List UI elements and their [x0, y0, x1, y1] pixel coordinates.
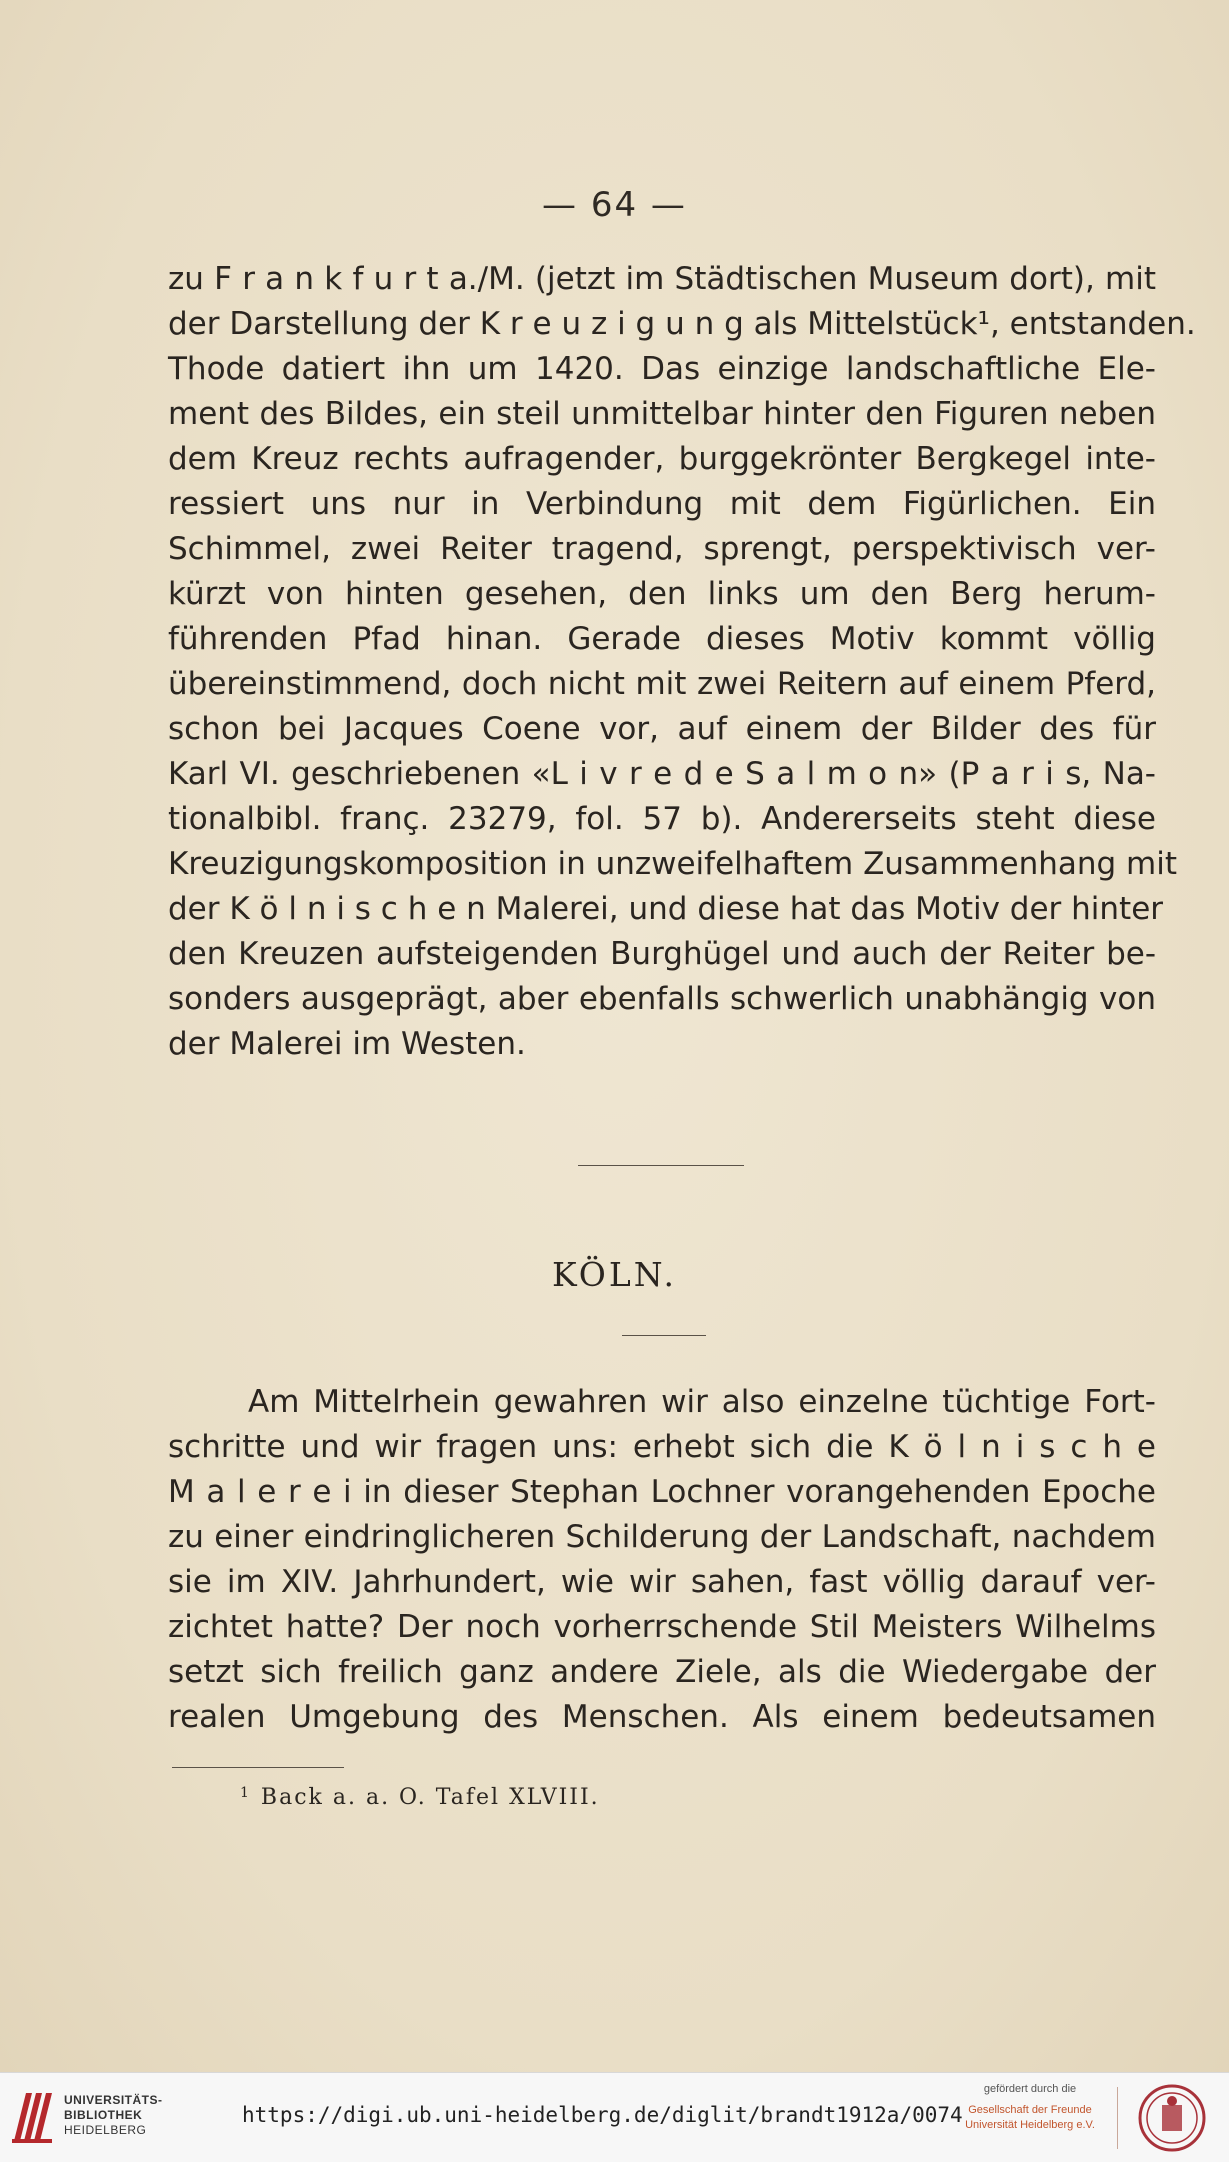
text-line: sie im XIV. Jahrhundert, wie wir sahen, fast völlig darauf ver-: [168, 1564, 1156, 1600]
text-line: ment des Bildes, ein steil unmittelbar hinter den Figuren neben: [168, 396, 1156, 432]
body-paragraph-2: [168, 1380, 1156, 1740]
text-line: Thode datiert ihn um 1420. Das einzige landschaftliche Ele-: [168, 351, 1156, 387]
footnote: [240, 1785, 600, 1810]
sponsor-org-line[interactable]: Universität Heidelberg e.V.: [965, 2119, 1095, 2131]
text-line: zu F r a n k f u r t a./M. (jetzt im Städtischen Museum dort), mit: [168, 261, 1156, 297]
body-paragraph-1: [168, 257, 1196, 1067]
library-name-line: HEIDELBERG: [64, 2123, 147, 2137]
text-line: setzt sich freilich ganz andere Ziele, als die Wiedergabe der: [168, 1654, 1156, 1690]
text-line: dem Kreuz rechts aufragender, burggekrönter Bergkegel inte-: [168, 441, 1156, 477]
text-line: schon bei Jacques Coene vor, auf einem der Bilder des für: [168, 711, 1156, 747]
text-line: Schimmel, zwei Reiter tragend, sprengt, perspektivisch ver-: [168, 531, 1156, 567]
text-line: kürzt von hinten gesehen, den links um den Berg herum-: [168, 576, 1156, 612]
sponsor-org-line[interactable]: Gesellschaft der Freunde: [968, 2104, 1092, 2116]
text-line: den Kreuzen aufsteigenden Burghügel und auch der Reiter be-: [168, 936, 1156, 972]
library-name: [64, 2093, 163, 2138]
section-heading: KÖLN.: [552, 1255, 677, 1294]
footnote-text: Back a. a. O. Tafel XLVIII.: [260, 1785, 600, 1810]
footer-divider: [1117, 2087, 1118, 2149]
page-number: — 64 —: [542, 185, 687, 225]
text-line: der Malerei im Westen.: [168, 1026, 526, 1062]
text-line: zichtet hatte? Der noch vorherrschende Stil Meisters Wilhelms: [168, 1609, 1156, 1645]
library-logo-icon: [10, 2089, 54, 2145]
permalink-url[interactable]: https://digi.ub.uni-heidelberg.de/diglit/brandt1912a/0074: [242, 2103, 963, 2127]
section-divider-bottom: [622, 1335, 706, 1336]
footnote-marker: 1: [240, 1785, 251, 1801]
library-name-line: BIBLIOTHEK: [64, 2108, 143, 2122]
viewer-footer: [0, 2072, 1229, 2162]
text-line: Kreuzigungskomposition in unzweifelhaftem Zusammenhang mit: [168, 846, 1177, 882]
text-line: ressiert uns nur in Verbindung mit dem Figürlichen. Ein: [168, 486, 1156, 522]
text-line: tionalbibl. franç. 23279, fol. 57 b). Andererseits steht diese: [168, 801, 1156, 837]
sponsor-block: [950, 2083, 1110, 2133]
text-line: der K ö l n i s c h e n Malerei, und diese hat das Motiv der hinter: [168, 891, 1164, 927]
text-line: Am Mittelrhein gewahren wir also einzelne tüchtige Fort-: [248, 1384, 1156, 1420]
text-line: zu einer eindringlicheren Schilderung der Landschaft, nachdem: [168, 1519, 1156, 1555]
text-line: der Darstellung der K r e u z i g u n g als Mittelstück¹, entstanden.: [168, 306, 1196, 342]
footnote-separator: [172, 1767, 344, 1768]
text-line: Karl VI. geschriebenen «L i v r e d e S a l m o n» (P a r i s, Na-: [168, 756, 1156, 792]
library-name-line: UNIVERSITÄTS-: [64, 2093, 163, 2107]
text-line: führenden Pfad hinan. Gerade dieses Motiv kommt völlig: [168, 621, 1156, 657]
text-line: realen Umgebung des Menschen. Als einem bedeutsamen: [168, 1699, 1156, 1735]
section-divider-top: [578, 1165, 744, 1166]
text-line: sonders ausgeprägt, aber ebenfalls schwerlich unabhängig von: [168, 981, 1156, 1017]
text-line: M a l e r e i in dieser Stephan Lochner vorangehenden Epoche: [168, 1474, 1156, 1510]
text-line: schritte und wir fragen uns: erhebt sich die K ö l n i s c h e: [168, 1429, 1156, 1465]
university-seal-icon: [1132, 2083, 1212, 2153]
sponsor-label: gefördert durch die: [983, 2083, 1077, 2095]
text-line: übereinstimmend, doch nicht mit zwei Reitern auf einem Pferd,: [168, 666, 1156, 702]
